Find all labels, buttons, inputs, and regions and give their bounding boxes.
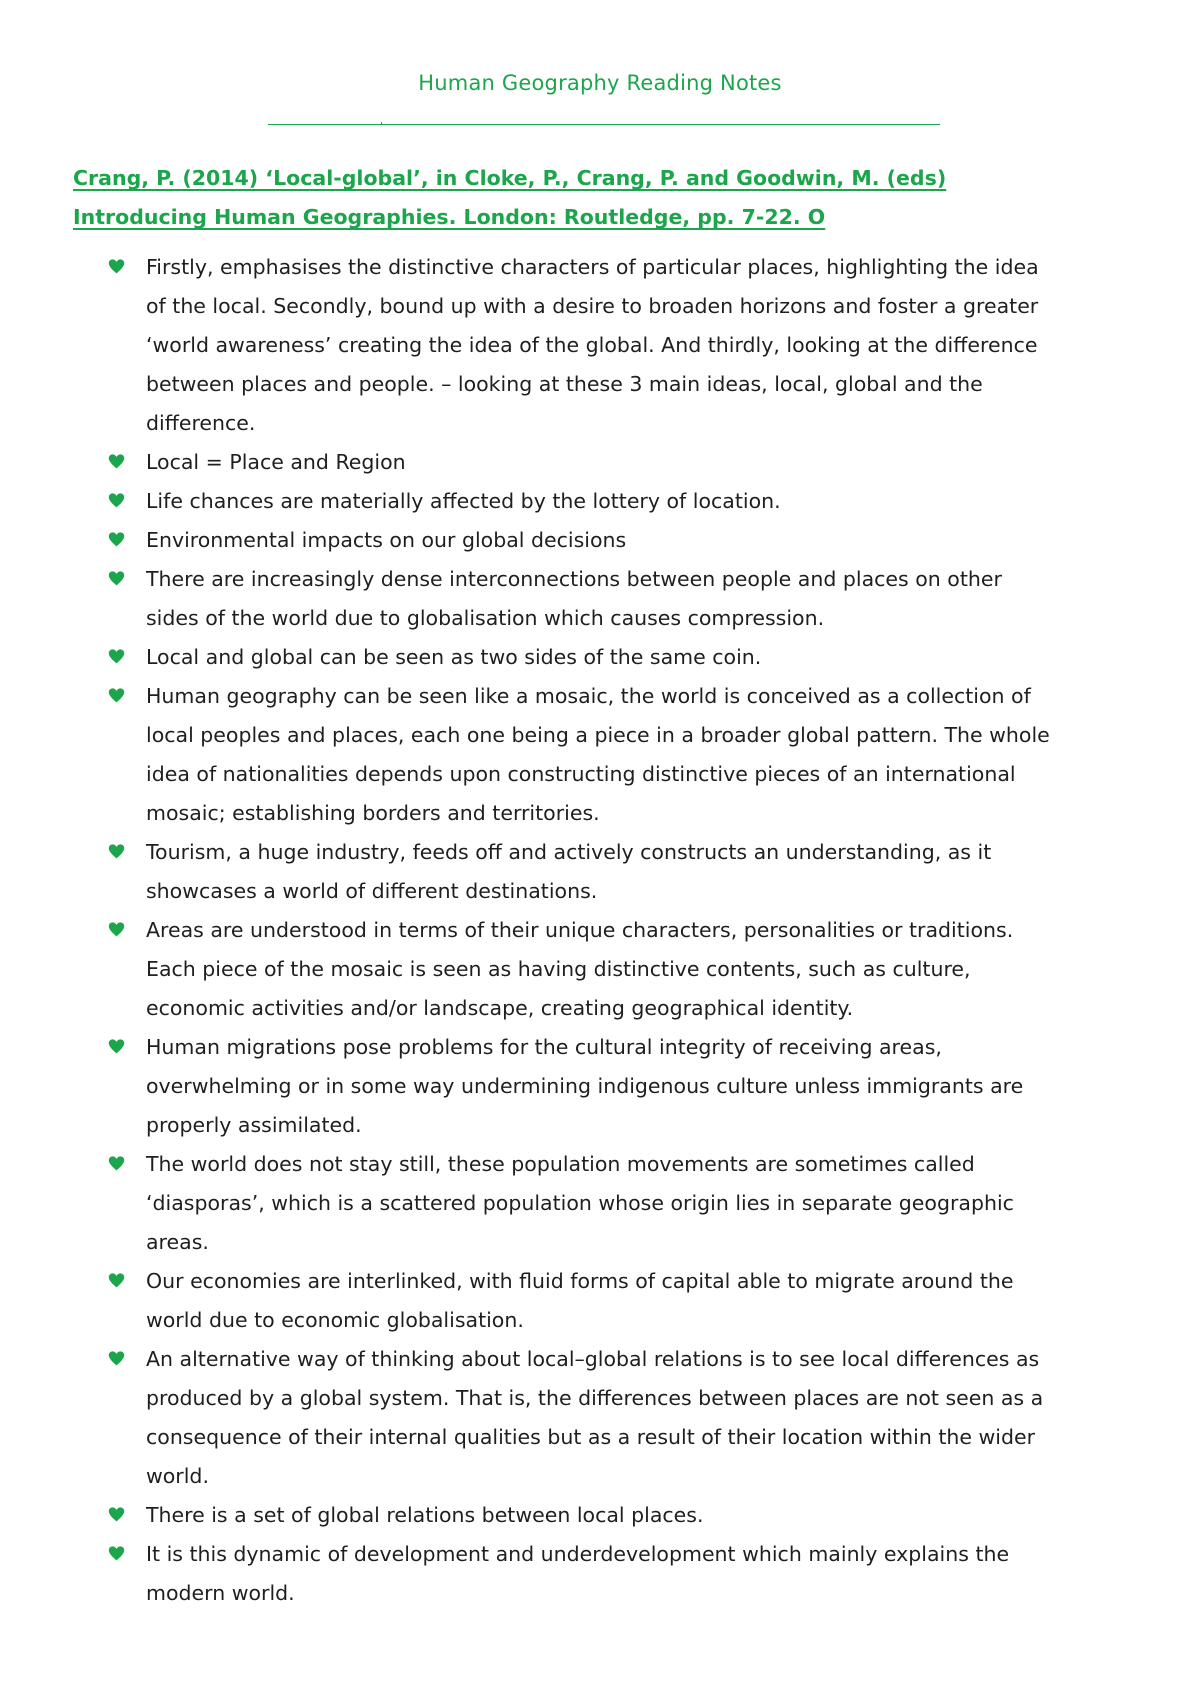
note-line: consequence of their internal qualities but as a result of their location within the wider — [146, 1425, 1036, 1449]
header-rule — [268, 124, 940, 125]
heart-icon — [108, 833, 130, 872]
list-item — [0, 1145, 1136, 1262]
heart-icon — [108, 1496, 130, 1535]
heart-icon — [108, 482, 130, 521]
heart-icon — [108, 521, 130, 560]
list-item — [0, 1496, 1136, 1535]
list-item — [0, 1340, 1136, 1496]
list-item — [0, 833, 1136, 911]
note-line: mosaic; establishing borders and territories. — [146, 801, 600, 825]
citation-line-1: Crang, P. (2014) ‘Local-global’, in Cloke, P., Crang, P. and Goodwin, M. (eds) — [73, 166, 947, 190]
heart-icon — [108, 1145, 130, 1184]
note-line: areas. — [146, 1230, 209, 1254]
note-line: Our economies are interlinked, with fluid forms of capital able to migrate around the — [146, 1269, 1014, 1293]
list-item — [0, 638, 1136, 677]
note-line: difference. — [146, 411, 256, 435]
list-item — [0, 521, 1136, 560]
note-line: overwhelming or in some way undermining indigenous culture unless immigrants are — [146, 1074, 1024, 1098]
heart-icon — [108, 1028, 130, 1067]
note-line: Human migrations pose problems for the cultural integrity of receiving areas, — [146, 1035, 942, 1059]
citation-line-2: Introducing Human Geographies. London: Routledge, pp. 7-22. O — [73, 205, 826, 229]
citation — [73, 159, 1073, 237]
note-line: produced by a global system. That is, the differences between places are not seen as a — [146, 1386, 1044, 1410]
heart-icon — [108, 677, 130, 716]
list-item — [0, 482, 1136, 521]
note-line: local peoples and places, each one being a piece in a broader global pattern. The whole — [146, 723, 1050, 747]
header-rule-tick — [381, 122, 382, 125]
heart-icon — [108, 1535, 130, 1574]
list-item — [0, 1262, 1136, 1340]
list-item — [0, 248, 1136, 443]
list-item — [0, 1028, 1136, 1145]
note-line: Firstly, emphasises the distinctive characters of particular places, highlighting the idea — [146, 255, 1039, 279]
note-line: showcases a world of different destinations. — [146, 879, 598, 903]
note-line: There are increasingly dense interconnections between people and places on other — [146, 567, 1002, 591]
note-line: world due to economic globalisation. — [146, 1308, 524, 1332]
note-line: Local = Place and Region — [146, 450, 406, 474]
heart-icon — [108, 443, 130, 482]
note-line: world. — [146, 1464, 209, 1488]
heart-icon — [108, 911, 130, 950]
list-item — [0, 560, 1136, 638]
note-line: ‘world awareness’ creating the idea of the global. And thirdly, looking at the difference — [146, 333, 1038, 357]
note-line: It is this dynamic of development and underdevelopment which mainly explains the — [146, 1542, 1010, 1566]
note-line: between places and people. – looking at these 3 main ideas, local, global and the — [146, 372, 983, 396]
heart-icon — [108, 638, 130, 677]
note-line: Tourism, a huge industry, feeds off and actively constructs an understanding, as it — [146, 840, 992, 864]
note-line: Areas are understood in terms of their unique characters, personalities or traditions. — [146, 918, 1014, 942]
note-line: modern world. — [146, 1581, 295, 1605]
note-line: The world does not stay still, these population movements are sometimes called — [146, 1152, 975, 1176]
note-line: There is a set of global relations between local places. — [146, 1503, 704, 1527]
heart-icon — [108, 1262, 130, 1301]
note-line: Life chances are materially affected by the lottery of location. — [146, 489, 781, 513]
list-item — [0, 1535, 1136, 1613]
heart-icon — [108, 560, 130, 599]
list-item — [0, 677, 1136, 833]
running-header: Human Geography Reading Notes — [418, 71, 782, 95]
note-line: properly assimilated. — [146, 1113, 362, 1137]
note-line: Each piece of the mosaic is seen as having distinctive contents, such as culture, — [146, 957, 971, 981]
note-line: of the local. Secondly, bound up with a desire to broaden horizons and foster a greater — [146, 294, 1039, 318]
note-line: An alternative way of thinking about local–global relations is to see local differences as — [146, 1347, 1040, 1371]
note-line: Human geography can be seen like a mosaic, the world is conceived as a collection of — [146, 684, 1031, 708]
list-item — [0, 911, 1136, 1028]
notes-list — [0, 248, 1200, 1613]
note-line: idea of nationalities depends upon constructing distinctive pieces of an international — [146, 762, 1016, 786]
note-line: ‘diasporas’, which is a scattered population whose origin lies in separate geographic — [146, 1191, 1014, 1215]
note-line: economic activities and/or landscape, creating geographical identity. — [146, 996, 854, 1020]
heart-icon — [108, 1340, 130, 1379]
note-line: Local and global can be seen as two sides of the same coin. — [146, 645, 762, 669]
note-line: sides of the world due to globalisation which causes compression. — [146, 606, 825, 630]
list-item — [0, 443, 1136, 482]
heart-icon — [108, 248, 130, 287]
note-line: Environmental impacts on our global decisions — [146, 528, 627, 552]
